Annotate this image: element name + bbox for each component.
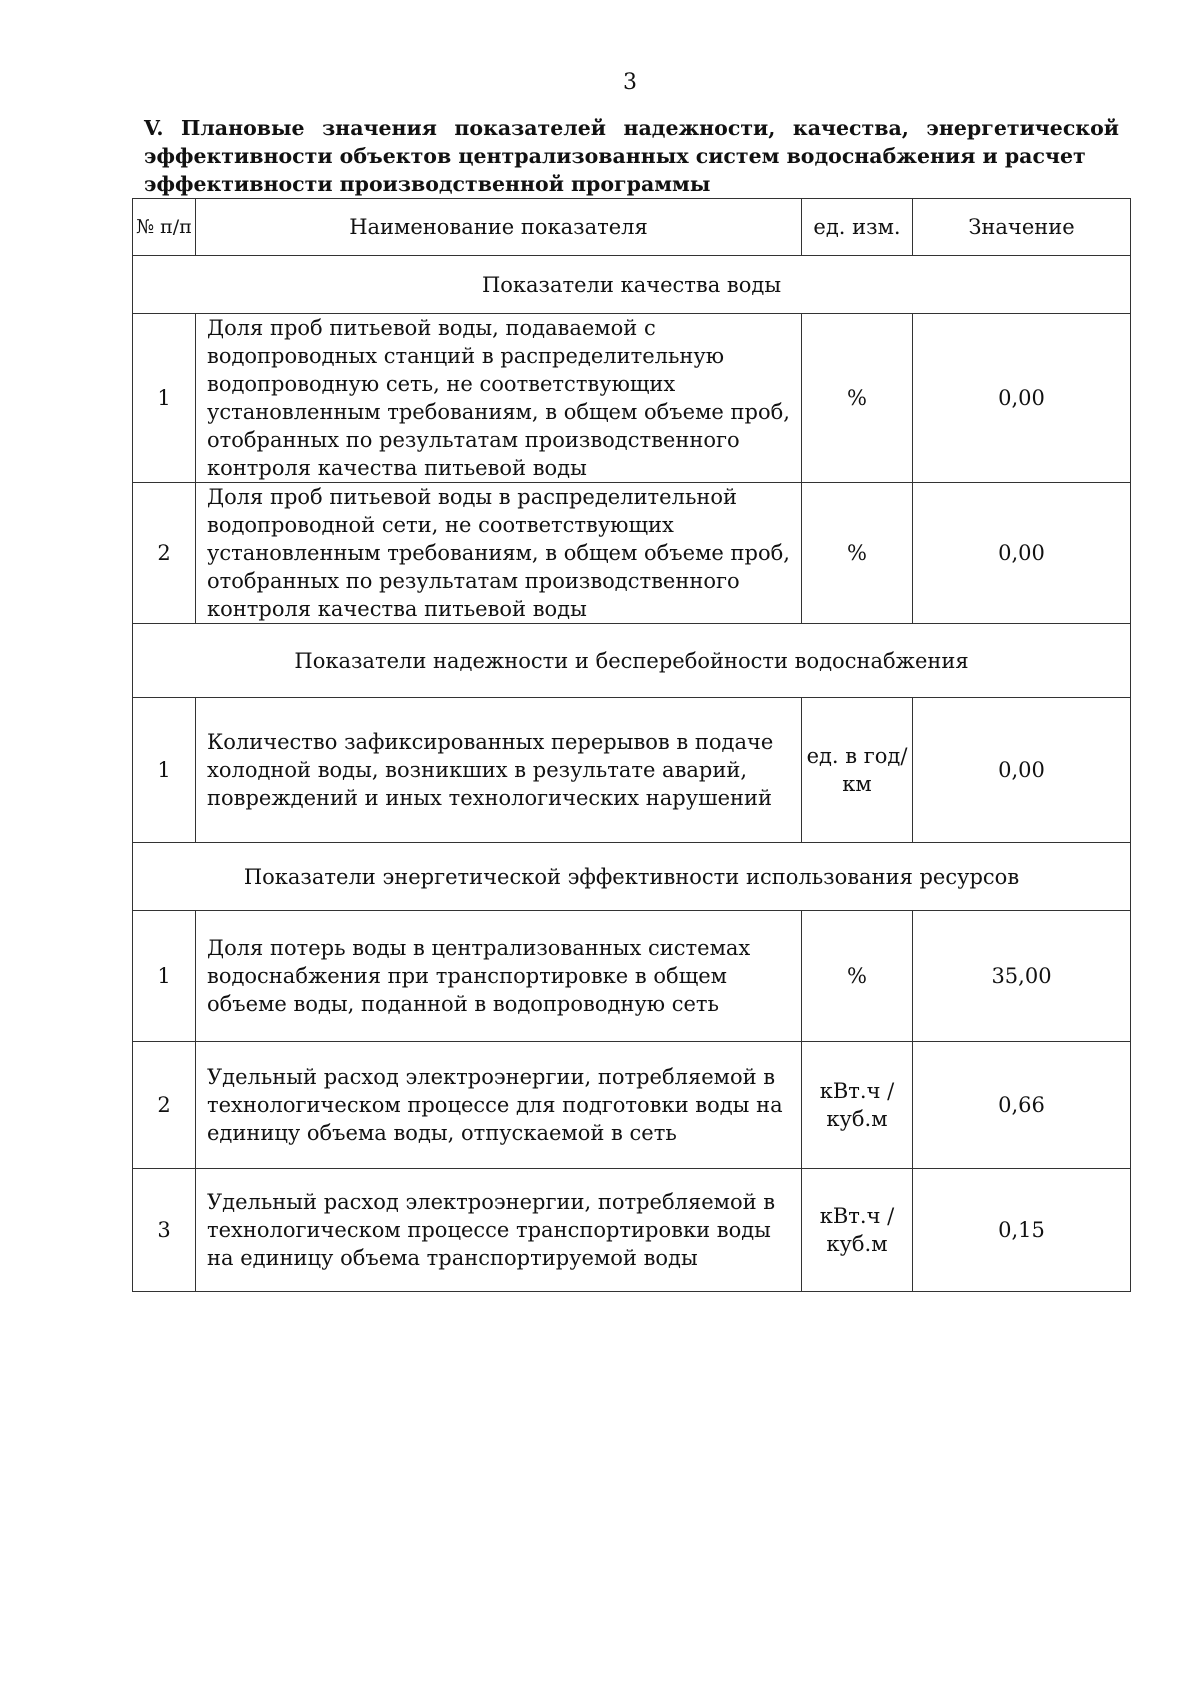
row-unit: ед. в год/ км [802, 698, 913, 843]
row-value: 0,66 [913, 1042, 1131, 1169]
row-num: 1 [133, 314, 196, 483]
table-row [133, 911, 1131, 1042]
row-name: Доля проб питьевой воды в распределительной водопроводной сети, не соответствующих установленным требованиям, в общем объеме проб, отобранных по результатам производственного контроля качества питьевой воды [196, 483, 802, 624]
table-header-row [133, 199, 1131, 256]
table-row [133, 698, 1131, 843]
group-title: Показатели энергетической эффективности использования ресурсов [133, 843, 1131, 911]
header-num: № п/п [133, 199, 196, 256]
row-name: Доля проб питьевой воды, подаваемой с водопроводных станций в распределительную водопроводную сеть, не соответствующих установленным требованиям, в общем объеме проб, отобранных по результатам производственного контроля качества питьевой воды [196, 314, 802, 483]
row-value: 0,00 [913, 698, 1131, 843]
row-unit: % [802, 483, 913, 624]
section-heading-line-1: V. Плановые значения показателей надежности, качества, энергетической эффективности объектов централизованных систем водоснабжения и расчет [144, 116, 1119, 168]
row-unit: % [802, 911, 913, 1042]
row-num: 1 [133, 698, 196, 843]
row-value: 0,15 [913, 1169, 1131, 1292]
row-unit: кВт.ч / куб.м [802, 1169, 913, 1292]
indicators-table [132, 198, 1131, 1292]
row-num: 2 [133, 1042, 196, 1169]
table-row [133, 483, 1131, 624]
group-title: Показатели надежности и бесперебойности водоснабжения [133, 624, 1131, 698]
table-row [133, 314, 1131, 483]
section-heading-line-2: эффективности производственной программы [144, 172, 711, 196]
row-name: Удельный расход электроэнергии, потребляемой в технологическом процессе для подготовки воды на единицу объема воды, отпускаемой в сеть [196, 1042, 802, 1169]
header-unit: ед. изм. [802, 199, 913, 256]
row-value: 0,00 [913, 483, 1131, 624]
table-row [133, 1042, 1131, 1169]
row-num: 1 [133, 911, 196, 1042]
table-row [133, 1169, 1131, 1292]
header-name: Наименование показателя [196, 199, 802, 256]
row-unit: % [802, 314, 913, 483]
row-value: 0,00 [913, 314, 1131, 483]
group-title: Показатели качества воды [133, 256, 1131, 314]
row-num: 3 [133, 1169, 196, 1292]
row-value: 35,00 [913, 911, 1131, 1042]
page-number: 3 [623, 70, 637, 95]
section-heading [144, 114, 1119, 198]
row-num: 2 [133, 483, 196, 624]
row-unit: кВт.ч / куб.м [802, 1042, 913, 1169]
row-name: Удельный расход электроэнергии, потребляемой в технологическом процессе транспортировки воды на единицу объема транспортируемой воды [196, 1169, 802, 1292]
group-row-water-quality [133, 256, 1131, 314]
row-name: Доля потерь воды в централизованных системах водоснабжения при транспортировке в общем объеме воды, поданной в водопроводную сеть [196, 911, 802, 1042]
header-value: Значение [913, 199, 1131, 256]
group-row-reliability [133, 624, 1131, 698]
row-name: Количество зафиксированных перерывов в подаче холодной воды, возникших в результате аварий, повреждений и иных технологических нарушений [196, 698, 802, 843]
group-row-energy-efficiency [133, 843, 1131, 911]
